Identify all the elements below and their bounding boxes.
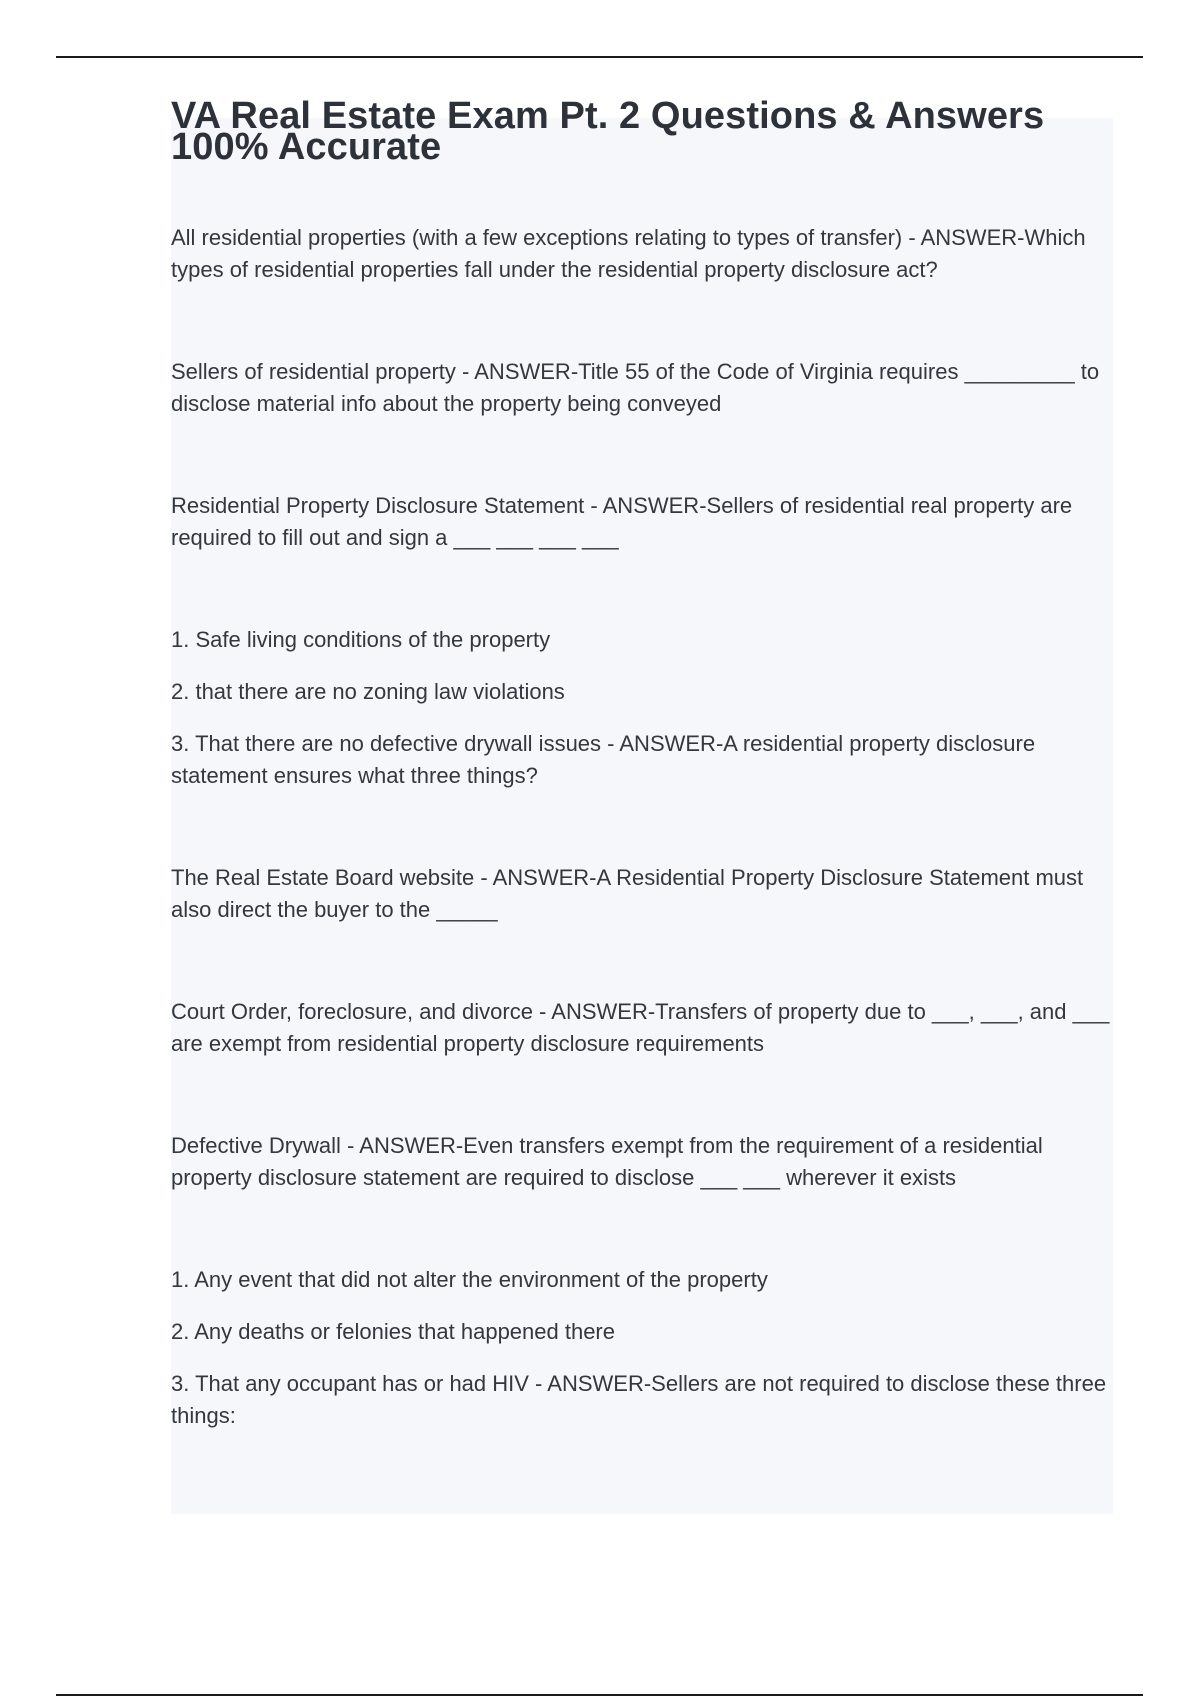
qa-text: Residential Property Disclosure Statement - ANSWER-Sellers of residential real property are required to fill out and sign a ___ ___ ___ ___ [171, 493, 1073, 550]
qa-item [171, 222, 1116, 286]
qa-list-line: 1. Any event that did not alter the environment of the property [171, 1267, 768, 1292]
qa-item [171, 356, 1116, 420]
top-divider [56, 56, 1143, 58]
qa-text: All residential properties (with a few exceptions relating to types of transfer) - ANSWER-Which types of residential properties fall under the residential property disclosure act? [171, 225, 1086, 282]
qa-text: The Real Estate Board website - ANSWER-A Residential Property Disclosure Statement must also direct the buyer to the _____ [171, 865, 1084, 922]
qa-list-line: 2. that there are no zoning law violations [171, 679, 565, 704]
qa-text: Defective Drywall - ANSWER-Even transfers exempt from the requirement of a residential property disclosure statement are required to disclose ___ ___ wherever it exists [171, 1133, 1043, 1190]
qa-item [171, 1264, 1116, 1432]
document-body [171, 95, 1116, 1502]
qa-item [171, 624, 1116, 792]
qa-item [171, 996, 1116, 1060]
qa-item [171, 490, 1116, 554]
qa-text: Court Order, foreclosure, and divorce - ANSWER-Transfers of property due to ___, ___, and ___ are exempt from residential property disclosure requirements [171, 999, 1110, 1056]
qa-list-line: 3. That any occupant has or had HIV - ANSWER-Sellers are not required to disclose these three things: [171, 1371, 1107, 1428]
qa-list-line: 2. Any deaths or felonies that happened there [171, 1319, 615, 1344]
qa-list-line: 1. Safe living conditions of the property [171, 627, 551, 652]
qa-list [171, 222, 1116, 1432]
qa-list-line: 3. That there are no defective drywall issues - ANSWER-A residential property disclosure statement ensures what three things? [171, 731, 1036, 788]
qa-item [171, 1130, 1116, 1194]
document-title: VA Real Estate Exam Pt. 2 Questions & Answers 100% Accurate [171, 95, 1045, 168]
qa-item [171, 862, 1116, 926]
bottom-divider [56, 1694, 1143, 1696]
qa-text: Sellers of residential property - ANSWER-Title 55 of the Code of Virginia requires _________ to disclose material info about the property being conveyed [171, 359, 1100, 416]
